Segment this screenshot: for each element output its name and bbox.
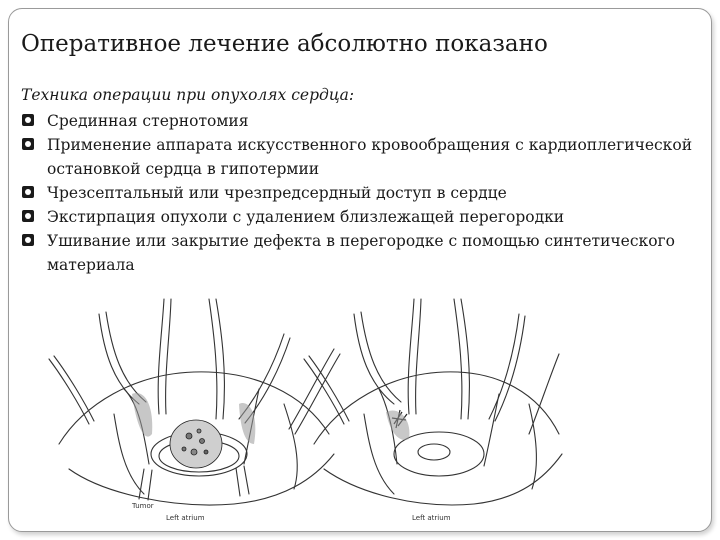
left-atrium-label: Left atrium: [166, 514, 205, 522]
bullet-text: Применение аппарата искусственного кровообращения с кардиоплегической остановкой сердца в гипотермии: [47, 136, 693, 178]
bullet-item: [21, 205, 701, 229]
bullet-text: Чрезсептальный или чрезпредсердный доступ в сердце: [47, 184, 507, 202]
bullet-item: [21, 181, 701, 205]
slide-title: Оперативное лечение абсолютно показано: [21, 31, 548, 57]
checkbox-q-icon: [22, 210, 34, 222]
checkbox-q-icon: [22, 186, 34, 198]
slide: [8, 8, 712, 532]
slide-subtitle: Техника операции при опухолях сердца:: [21, 86, 355, 104]
checkbox-q-icon: [22, 114, 34, 126]
checkbox-q-icon: [22, 234, 34, 246]
bullet-list: [21, 109, 701, 277]
bullet-item: [21, 109, 701, 133]
surgery-illustration-defect: [294, 294, 574, 534]
bullet-item: [21, 229, 701, 277]
bullet-text: Экстирпация опухоли с удалением близлежащей перегородки: [47, 208, 565, 226]
bullet-text: Срединная стернотомия: [47, 112, 249, 130]
left-atrium-label: Left atrium: [412, 514, 451, 522]
checkbox-q-icon: [22, 138, 34, 150]
bullet-item: [21, 133, 701, 181]
bullet-text: Ушивание или закрытие дефекта в перегородке с помощью синтетического материала: [47, 232, 675, 274]
tumor-label: Tumor: [132, 502, 154, 510]
